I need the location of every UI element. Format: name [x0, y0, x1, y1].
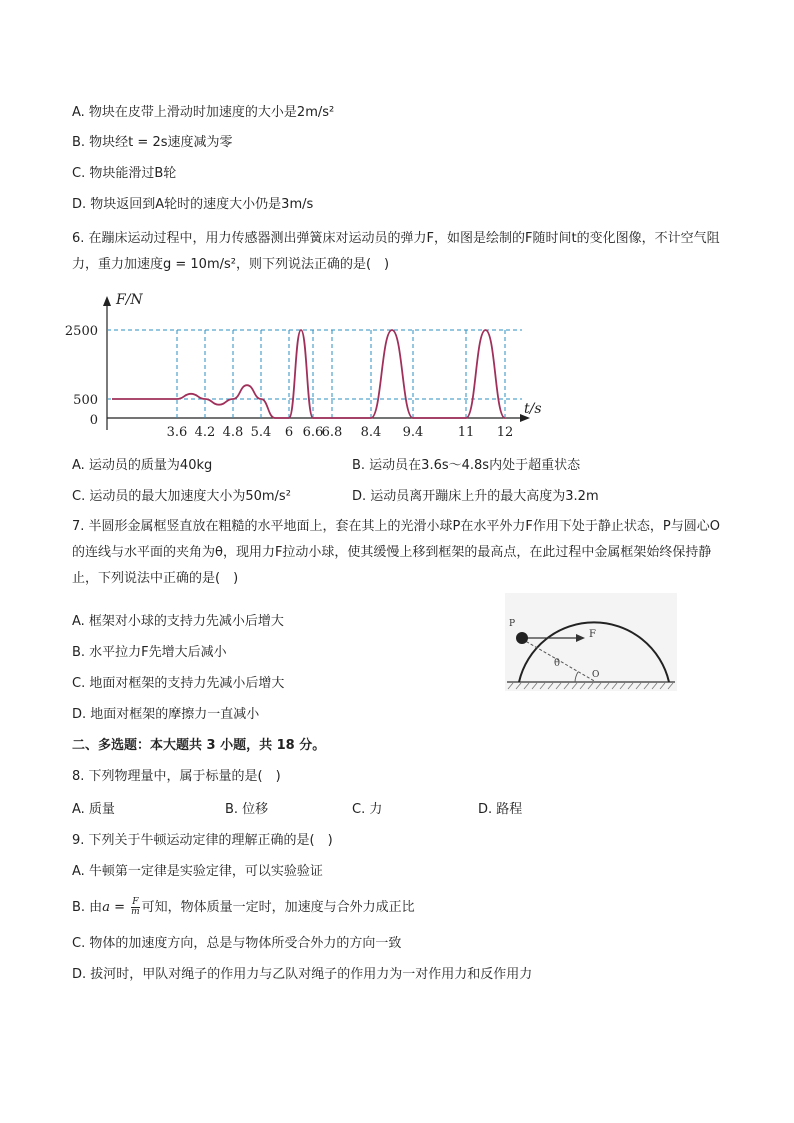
q8-option-a: A. 质量 [72, 802, 115, 817]
q8-option-d: D. 路程 [478, 802, 523, 817]
q9-b-suffix: 可知，物体质量一定时，加速度与合外力成正比 [141, 900, 415, 915]
x-tick-label: 12 [496, 425, 514, 440]
section-heading: 二、多选题：本大题共 3 小题，共 18 分。 [72, 738, 326, 753]
q9-b-denominator: m [131, 907, 140, 917]
q5-option-b: B. 物块经t = 2s速度减为零 [72, 135, 233, 150]
q9-stem: 9. 下列关于牛顿运动定律的理解正确的是( ) [72, 833, 333, 848]
q7-stem: 7. 半圆形金属框竖直放在粗糙的水平地面上，套在其上的光滑小球P在水平外力F作用下处于静止状态，P与圆心O的连线与水平面的夹角为θ，现用力F拉动小球，使其缓慢上移到框架的最高点，在此过程中金属框架始终保持静止，下列说法中正确的是( ) [72, 519, 720, 586]
x-tick-label: 4.8 [222, 425, 244, 440]
q9-b-var-a: a [102, 900, 110, 915]
q9-b-equals: = [109, 900, 130, 915]
force-series-line [112, 330, 505, 418]
q8-option-c: C. 力 [352, 802, 383, 817]
x-tick-label: 6.6 [302, 425, 324, 440]
y-tick-label: 500 [73, 393, 98, 408]
q9-option-d: D. 拔河时，甲队对绳子的作用力与乙队对绳子的作用力为一对作用力和反作用力 [72, 967, 533, 982]
label-f: F [589, 629, 596, 640]
q6-option-c: C. 运动员的最大加速度大小为50m/s² [72, 489, 291, 504]
x-tick-label: 9.4 [402, 425, 424, 440]
label-o: O [592, 670, 600, 680]
y-axis-label: F/N [116, 292, 143, 308]
q5-option-a: A. 物块在皮带上滑动时加速度的大小是2m/s² [72, 105, 335, 120]
q9-b-numerator: F [132, 897, 139, 907]
x-tick-label: 6.8 [321, 425, 343, 440]
q5-option-c: C. 物块能滑过B轮 [72, 166, 177, 181]
q7-option-d: D. 地面对框架的摩擦力一直减小 [72, 707, 260, 722]
label-p: P [509, 619, 516, 629]
q6-option-d: D. 运动员离开蹦床上升的最大高度为3.2m [352, 489, 599, 504]
q6-option-a: A. 运动员的质量为40kg [72, 458, 213, 473]
origin-label: 0 [89, 413, 98, 428]
x-tick-label: 8.4 [360, 425, 382, 440]
q7-option-a: A. 框架对小球的支持力先减小后增大 [72, 614, 284, 629]
q7-option-c: C. 地面对框架的支持力先减小后增大 [72, 676, 285, 691]
q6-option-b: B. 运动员在3.6s～4.8s内处于超重状态 [352, 458, 581, 473]
x-tick-label: 4.2 [194, 425, 216, 440]
label-theta: θ [554, 658, 561, 669]
q5-option-d: D. 物块返回到A轮时的速度大小仍是3m/s [72, 197, 314, 212]
q9-b-prefix: B. 由 [72, 900, 103, 915]
y-tick-label: 2500 [64, 324, 98, 339]
x-axis-label: t/s [524, 401, 542, 417]
x-tick-label: 6 [284, 425, 294, 440]
q9-b-fraction [131, 898, 140, 917]
ball-p [516, 632, 528, 644]
q8-stem: 8. 下列物理量中，属于标量的是( ) [72, 769, 281, 784]
force-time-chart [64, 288, 552, 440]
semicircle-frame-figure [505, 593, 677, 691]
x-tick-label: 3.6 [166, 425, 188, 440]
q9-option-b [72, 898, 415, 917]
q8-option-b: B. 位移 [225, 802, 269, 817]
x-tick-label: 11 [457, 425, 475, 440]
q7-option-b: B. 水平拉力F先增大后减小 [72, 645, 227, 660]
q6-stem: 6. 在蹦床运动过程中，用力传感器测出弹簧床对运动员的弹力F，如图是绘制的F随时间t的变化图像，不计空气阻力，重力加速度g = 10m/s²，则下列说法正确的是( ) [72, 231, 720, 272]
q9-option-c: C. 物体的加速度方向，总是与物体所受合外力的方向一致 [72, 936, 402, 951]
q9-option-a: A. 牛顿第一定律是实验定律，可以实验验证 [72, 864, 323, 879]
y-axis-arrow [103, 296, 111, 306]
x-tick-label: 5.4 [250, 425, 272, 440]
